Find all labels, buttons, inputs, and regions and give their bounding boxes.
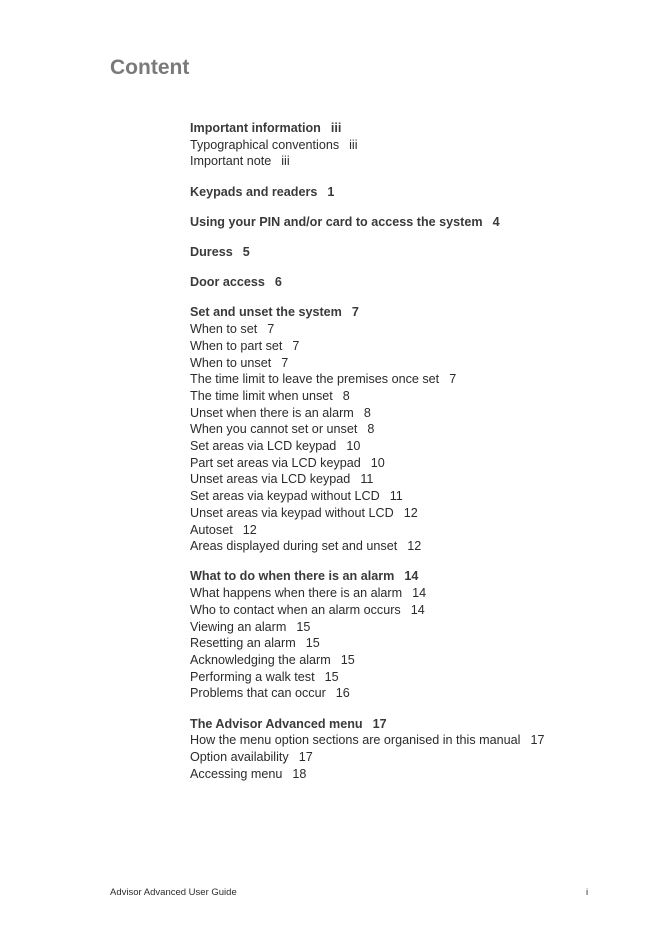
toc-entry[interactable] (190, 505, 630, 522)
toc-entry-page-number: iii (349, 137, 358, 152)
toc-section (190, 244, 630, 261)
toc-entry-text: Resetting an alarm (190, 636, 296, 651)
toc-heading[interactable] (190, 274, 630, 291)
toc-heading-page-number: 6 (274, 275, 282, 290)
toc-entry[interactable] (190, 585, 630, 602)
toc-entry-page-number: 7 (292, 338, 300, 353)
toc-heading-page-number: 7 (351, 305, 359, 320)
toc-entry[interactable] (190, 602, 630, 619)
toc-entry-text: How the menu option sections are organised in this manual (190, 733, 521, 748)
toc-entry-text: When you cannot set or unset (190, 422, 358, 437)
toc-entry[interactable] (190, 438, 630, 455)
toc-section (190, 568, 630, 702)
toc-entry-text: Set areas via keypad without LCD (190, 489, 380, 504)
toc-entry-page-number: 8 (342, 388, 350, 403)
toc-entry-text: Who to contact when an alarm occurs (190, 602, 401, 617)
toc-entry-page-number: 15 (305, 636, 320, 651)
toc-heading-page-number: 5 (242, 245, 250, 260)
toc-entry-text: Performing a walk test (190, 669, 315, 684)
toc-entry[interactable] (190, 522, 630, 539)
toc-entry-text: Important note (190, 154, 272, 169)
page-title: Content (110, 56, 190, 79)
toc-entry[interactable] (190, 371, 630, 388)
toc-entry[interactable] (190, 321, 630, 338)
toc-entry[interactable] (190, 455, 630, 472)
toc-heading[interactable] (190, 716, 630, 733)
toc-section (190, 716, 630, 783)
toc-entry-text: When to set (190, 322, 258, 337)
toc-entry-page-number: iii (281, 154, 290, 169)
toc-entry[interactable] (190, 153, 630, 170)
toc-entry-page-number: 12 (242, 522, 257, 537)
toc-section (190, 214, 630, 231)
toc-section (190, 304, 630, 555)
toc-entry-text: What happens when there is an alarm (190, 586, 403, 601)
toc-entry-text: Problems that can occur (190, 686, 326, 701)
toc-section (190, 274, 630, 291)
toc-entry-text: Typographical conventions (190, 137, 340, 152)
toc-entry-text: Unset when there is an alarm (190, 405, 354, 420)
toc-entry-page-number: 12 (403, 505, 418, 520)
toc-entry-page-number: 17 (530, 733, 545, 748)
toc-entry[interactable] (190, 338, 630, 355)
toc-entry-text: The time limit to leave the premises once set (190, 372, 440, 387)
toc-entry[interactable] (190, 619, 630, 636)
toc-entry-page-number: 15 (296, 619, 311, 634)
toc-entry-text: The time limit when unset (190, 388, 333, 403)
toc-entry[interactable] (190, 471, 630, 488)
toc-heading[interactable] (190, 304, 630, 321)
toc-entry[interactable] (190, 652, 630, 669)
toc-entry[interactable] (190, 388, 630, 405)
toc-entry-text: When to unset (190, 355, 272, 370)
toc-entry[interactable] (190, 538, 630, 555)
toc-heading-text: Keypads and readers (190, 184, 318, 199)
toc-entry-page-number: 7 (267, 322, 275, 337)
toc-heading-page-number: 1 (327, 184, 335, 199)
toc-entry-page-number: 7 (281, 355, 289, 370)
toc-heading-text: What to do when there is an alarm (190, 569, 395, 584)
toc-entry-page-number: 14 (410, 602, 425, 617)
toc-heading[interactable] (190, 120, 630, 137)
toc-section (190, 184, 630, 201)
toc-heading-page-number: iii (330, 121, 342, 135)
toc-entry-page-number: 10 (370, 455, 385, 470)
toc-entry[interactable] (190, 355, 630, 372)
toc-entry-page-number: 10 (346, 439, 361, 454)
toc-heading[interactable] (190, 184, 630, 201)
toc-entry[interactable] (190, 405, 630, 422)
toc-entry-page-number: 12 (407, 539, 422, 554)
toc-entry[interactable] (190, 749, 630, 766)
footer-page-number: i (586, 887, 589, 898)
toc-entry-text: Option availability (190, 750, 289, 764)
toc-entry[interactable] (190, 421, 630, 438)
toc-entry-text: Accessing menu (190, 766, 283, 781)
toc-entry-text: Viewing an alarm (190, 619, 287, 634)
toc-heading-page-number: 14 (404, 569, 419, 584)
toc-heading-text: Using your PIN and/or card to access the system (190, 214, 483, 229)
toc-heading-text: The Advisor Advanced menu (190, 716, 363, 731)
toc-entry[interactable] (190, 137, 630, 154)
toc-entry-text: Areas displayed during set and unset (190, 539, 398, 554)
toc-entry-page-number: 15 (324, 669, 339, 684)
toc-entry-text: Set areas via LCD keypad (190, 439, 337, 454)
toc-entry-page-number: 16 (335, 686, 350, 701)
toc-entry[interactable] (190, 685, 630, 702)
footer-document-title: Advisor Advanced User Guide (110, 887, 237, 898)
toc-entry[interactable] (190, 635, 630, 652)
toc-entry-text: Autoset (190, 522, 233, 537)
toc-entry[interactable] (190, 732, 630, 749)
toc-entry-text: Unset areas via keypad without LCD (190, 505, 394, 520)
toc-heading-text: Door access (190, 275, 265, 290)
toc-heading[interactable] (190, 244, 630, 261)
toc-entry-page-number: 7 (449, 372, 457, 387)
toc-entry[interactable] (190, 766, 630, 783)
toc-section (190, 120, 630, 170)
toc-entry-page-number: 8 (363, 405, 371, 420)
toc-entry-text: Unset areas via LCD keypad (190, 472, 351, 487)
toc-entry-page-number: 8 (367, 422, 375, 437)
toc-entry-page-number: 14 (412, 586, 427, 601)
toc-entry-text: When to part set (190, 338, 283, 353)
toc-heading-page-number: 4 (492, 214, 500, 229)
toc-heading[interactable] (190, 568, 630, 585)
toc-entry[interactable] (190, 669, 630, 686)
toc-heading-page-number: 17 (372, 716, 387, 731)
toc-entry-text: Part set areas via LCD keypad (190, 455, 361, 470)
toc-entry-text: Acknowledging the alarm (190, 652, 331, 667)
toc-heading-text: Set and unset the system (190, 305, 342, 320)
toc-entry-page-number: 11 (389, 489, 403, 504)
toc-entry-page-number: 15 (340, 652, 355, 667)
toc-heading-text: Important information (190, 121, 321, 135)
toc-entry-page-number: 17 (298, 750, 313, 764)
toc-entry-page-number: 11 (360, 472, 374, 487)
table-of-contents (190, 120, 630, 796)
toc-entry-page-number: 18 (292, 766, 307, 781)
toc-heading-text: Duress (190, 245, 233, 260)
toc-heading[interactable] (190, 214, 630, 231)
toc-entry[interactable] (190, 488, 630, 505)
